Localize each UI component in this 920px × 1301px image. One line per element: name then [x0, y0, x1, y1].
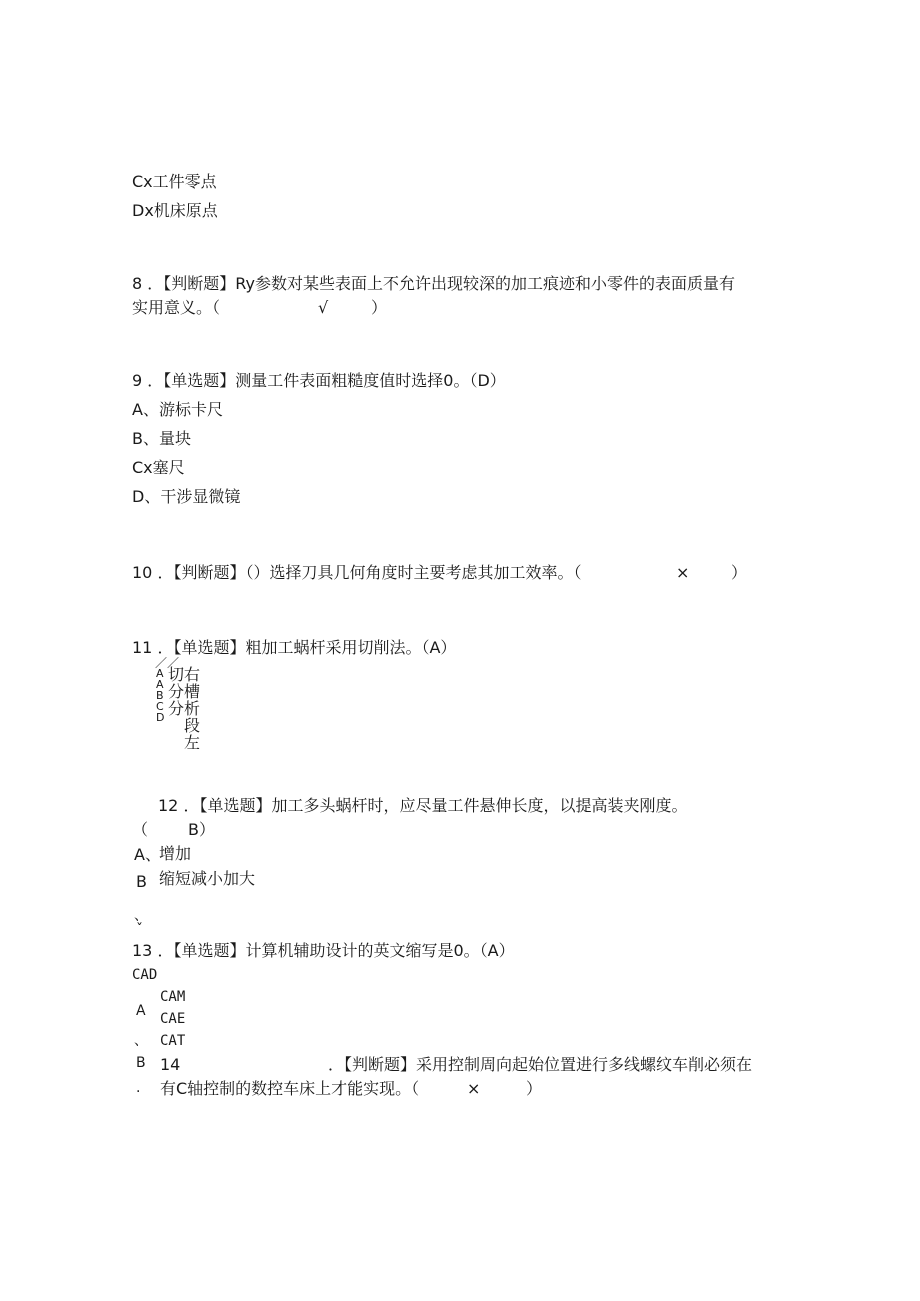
q12-label-b: B — [136, 872, 147, 891]
q12-answer: B） — [188, 820, 215, 839]
q11-slashes: ／／ — [155, 656, 180, 670]
q13-label-a: A — [136, 1003, 146, 1019]
q13-option-first: CAD — [132, 967, 158, 983]
q13-option: CAE — [160, 1011, 186, 1027]
q9-option-c: Cx塞尺 — [132, 458, 185, 477]
q9-option-a: A、游标卡尺 — [132, 400, 223, 419]
q8-paren-close: ） — [371, 298, 388, 317]
q11-option-column-2 — [184, 666, 200, 751]
q12-label-a: A、 — [134, 845, 161, 864]
q11-letter: C — [156, 700, 164, 713]
q7-option-d: Dx机床原点 — [132, 201, 218, 220]
q12-option-b: 缩短减小加大 — [159, 869, 256, 888]
q13-label-b: B — [136, 1055, 146, 1071]
q12-mark: 、 — [134, 908, 148, 924]
q12-mark: ˇ — [136, 922, 143, 938]
q10-answer: × — [676, 563, 690, 582]
q9-option-d: D、干涉显微镜 — [132, 487, 241, 506]
q12-paren-open: （ — [132, 820, 149, 839]
q8-stem-line2: 实用意义。（ — [132, 298, 221, 317]
q9-option-b: B、量块 — [132, 429, 191, 448]
q13-option: CAM — [160, 989, 186, 1005]
q11-letter: D — [156, 711, 165, 724]
q14-number: 14 — [160, 1055, 181, 1074]
q12-option-a: 增加 — [159, 844, 192, 863]
q8-stem-line1: 8 ．【判断题】Ry参数对某些表面上不允许出现较深的加工痕迹和小零件的表面质量有 — [132, 274, 735, 293]
q10-stem: 10 ．【判断题】（）选择刀具几何角度时主要考虑其加工效率。（ — [132, 563, 582, 582]
q11-letter: B — [156, 689, 164, 702]
q14-answer: × — [467, 1079, 481, 1098]
q8-answer: √ — [318, 298, 329, 317]
q12-stem: 12 ．【单选题】加工多头蜗杆时，应尽量工件悬伸长度，以提高装夹刚度。 — [158, 796, 688, 815]
q11-glyph: 槽 — [184, 682, 201, 701]
q13-label-dot: . — [136, 1080, 141, 1096]
q13-option: CAT — [160, 1033, 186, 1049]
q11-letter: A — [156, 678, 164, 691]
q14-stem: ．【判断题】采用控制周向起始位置进行多线螺纹车削必须在 — [328, 1055, 753, 1074]
q11-option-column-1 — [168, 666, 184, 717]
q11-glyph: 右 — [184, 665, 201, 684]
q11-glyph: 左 — [184, 733, 201, 752]
q14-paren-close: ） — [526, 1079, 543, 1098]
q10-paren-close: ） — [731, 563, 748, 582]
q11-letter: A — [156, 667, 164, 680]
q11-letter-column — [156, 668, 164, 723]
q11-glyph: 切 — [168, 665, 185, 684]
q13-stem: 13 ．【单选题】计算机辅助设计的英文缩写是0。（A） — [132, 941, 515, 960]
q13-label-mark: 、 — [134, 1033, 148, 1049]
q11-glyph: 分 — [168, 699, 185, 718]
q11-stem: 11 ．【单选题】粗加工蜗杆采用切削法。（A） — [132, 638, 457, 657]
q11-glyph: 段 — [184, 716, 201, 735]
q11-glyph: 分 — [168, 682, 185, 701]
q7-option-c: Cx工件零点 — [132, 172, 217, 191]
q9-stem: 9 ．【单选题】测量工件表面粗糙度值时选择0。（D） — [132, 371, 506, 390]
q14-stem-line2: 有C轴控制的数控车床上才能实现。（ — [160, 1079, 420, 1098]
q11-glyph: 析 — [184, 699, 201, 718]
